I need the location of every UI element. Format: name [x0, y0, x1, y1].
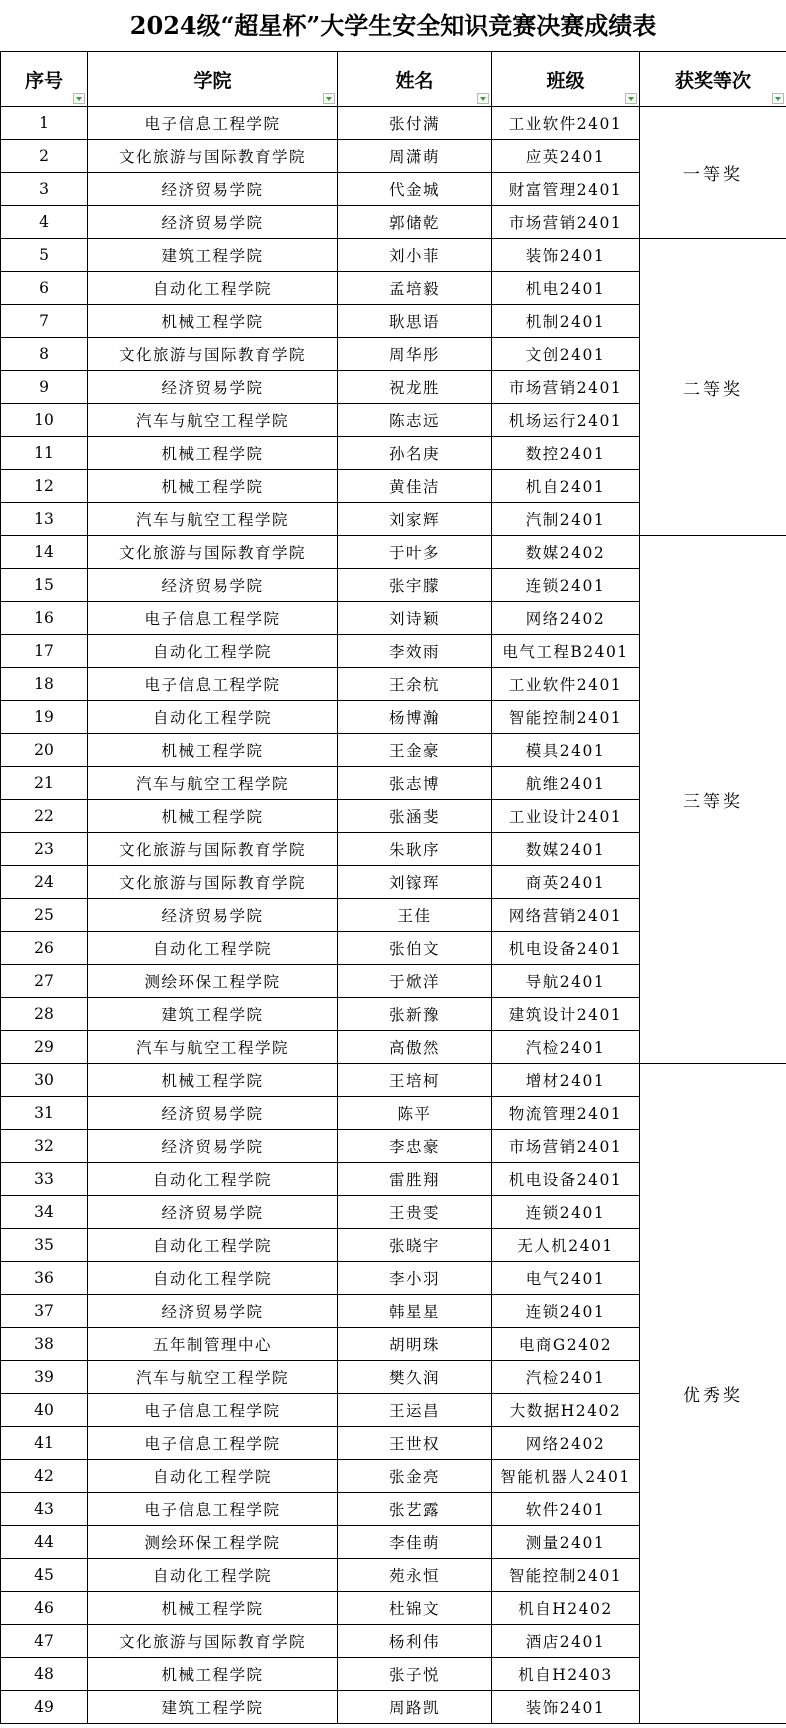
table-row — [1, 239, 786, 272]
cell-index: 40 — [1, 1394, 88, 1427]
cell-college: 文化旅游与国际教育学院 — [88, 536, 338, 569]
cell-index: 44 — [1, 1526, 88, 1559]
cell-index: 30 — [1, 1064, 88, 1097]
cell-name: 张新豫 — [338, 998, 492, 1031]
cell-class: 软件2401 — [492, 1493, 640, 1526]
cell-class: 智能控制2401 — [492, 1559, 640, 1592]
cell-index: 1 — [1, 107, 88, 140]
results-table — [0, 51, 786, 1724]
cell-index: 27 — [1, 965, 88, 998]
cell-class: 数控2401 — [492, 437, 640, 470]
cell-college: 经济贸易学院 — [88, 1295, 338, 1328]
cell-college: 测绘环保工程学院 — [88, 965, 338, 998]
cell-index: 24 — [1, 866, 88, 899]
cell-class: 机自H2403 — [492, 1658, 640, 1691]
cell-name: 孙名庚 — [338, 437, 492, 470]
cell-college: 电子信息工程学院 — [88, 668, 338, 701]
cell-name: 周潇萌 — [338, 140, 492, 173]
cell-index: 19 — [1, 701, 88, 734]
cell-class: 市场营销2401 — [492, 1130, 640, 1163]
col-header-label: 班级 — [546, 69, 585, 92]
cell-index: 26 — [1, 932, 88, 965]
cell-college: 自动化工程学院 — [88, 1262, 338, 1295]
cell-name: 刘镓珲 — [338, 866, 492, 899]
cell-class: 航维2401 — [492, 767, 640, 800]
cell-college: 经济贸易学院 — [88, 1196, 338, 1229]
cell-college: 文化旅游与国际教育学院 — [88, 833, 338, 866]
cell-index: 29 — [1, 1031, 88, 1064]
filter-dropdown-icon[interactable] — [477, 93, 489, 104]
cell-name: 杨博瀚 — [338, 701, 492, 734]
cell-class: 应英2401 — [492, 140, 640, 173]
cell-index: 3 — [1, 173, 88, 206]
cell-class: 网络2402 — [492, 602, 640, 635]
cell-index: 8 — [1, 338, 88, 371]
filter-dropdown-icon[interactable] — [625, 93, 637, 104]
cell-name: 张宇朦 — [338, 569, 492, 602]
cell-college: 电子信息工程学院 — [88, 1394, 338, 1427]
cell-index: 33 — [1, 1163, 88, 1196]
cell-award: 二等奖 — [640, 239, 786, 536]
cell-index: 10 — [1, 404, 88, 437]
cell-class: 工业软件2401 — [492, 668, 640, 701]
table-row — [1, 536, 786, 569]
cell-class: 电气2401 — [492, 1262, 640, 1295]
cell-name: 周路凯 — [338, 1691, 492, 1724]
cell-class: 电商G2402 — [492, 1328, 640, 1361]
cell-college: 经济贸易学院 — [88, 206, 338, 239]
cell-index: 21 — [1, 767, 88, 800]
cell-college: 经济贸易学院 — [88, 899, 338, 932]
cell-name: 陈志远 — [338, 404, 492, 437]
cell-name: 李忠豪 — [338, 1130, 492, 1163]
cell-college: 自动化工程学院 — [88, 272, 338, 305]
cell-class: 模具2401 — [492, 734, 640, 767]
cell-name: 王贵雯 — [338, 1196, 492, 1229]
cell-class: 装饰2401 — [492, 1691, 640, 1724]
col-header-award — [640, 52, 786, 107]
cell-name: 王金豪 — [338, 734, 492, 767]
col-header-class — [492, 52, 640, 107]
cell-college: 机械工程学院 — [88, 437, 338, 470]
cell-name: 黄佳洁 — [338, 470, 492, 503]
cell-class: 测量2401 — [492, 1526, 640, 1559]
cell-index: 25 — [1, 899, 88, 932]
cell-class: 机电设备2401 — [492, 932, 640, 965]
cell-name: 张涵斐 — [338, 800, 492, 833]
cell-class: 财富管理2401 — [492, 173, 640, 206]
cell-class: 机制2401 — [492, 305, 640, 338]
cell-name: 张志博 — [338, 767, 492, 800]
cell-class: 酒店2401 — [492, 1625, 640, 1658]
cell-class: 大数据H2402 — [492, 1394, 640, 1427]
table-row — [1, 1064, 786, 1097]
cell-index: 47 — [1, 1625, 88, 1658]
cell-index: 32 — [1, 1130, 88, 1163]
cell-index: 20 — [1, 734, 88, 767]
cell-college: 经济贸易学院 — [88, 569, 338, 602]
cell-index: 36 — [1, 1262, 88, 1295]
cell-college: 自动化工程学院 — [88, 1460, 338, 1493]
cell-award: 优秀奖 — [640, 1064, 786, 1724]
cell-name: 王佳 — [338, 899, 492, 932]
cell-name: 苑永恒 — [338, 1559, 492, 1592]
cell-college: 文化旅游与国际教育学院 — [88, 1625, 338, 1658]
cell-class: 物流管理2401 — [492, 1097, 640, 1130]
cell-college: 自动化工程学院 — [88, 1229, 338, 1262]
cell-name: 张子悦 — [338, 1658, 492, 1691]
cell-college: 电子信息工程学院 — [88, 1493, 338, 1526]
cell-name: 刘家辉 — [338, 503, 492, 536]
cell-class: 汽检2401 — [492, 1031, 640, 1064]
cell-college: 机械工程学院 — [88, 470, 338, 503]
cell-class: 商英2401 — [492, 866, 640, 899]
cell-name: 韩星星 — [338, 1295, 492, 1328]
cell-class: 机场运行2401 — [492, 404, 640, 437]
cell-college: 机械工程学院 — [88, 734, 338, 767]
cell-class: 网络营销2401 — [492, 899, 640, 932]
cell-college: 建筑工程学院 — [88, 239, 338, 272]
cell-class: 连锁2401 — [492, 1295, 640, 1328]
header-row — [1, 52, 786, 107]
cell-college: 机械工程学院 — [88, 1064, 338, 1097]
cell-index: 48 — [1, 1658, 88, 1691]
cell-class: 数媒2402 — [492, 536, 640, 569]
cell-award: 一等奖 — [640, 107, 786, 239]
cell-index: 4 — [1, 206, 88, 239]
cell-class: 机自2401 — [492, 470, 640, 503]
cell-college: 电子信息工程学院 — [88, 1427, 338, 1460]
cell-name: 孟培毅 — [338, 272, 492, 305]
cell-index: 15 — [1, 569, 88, 602]
cell-college: 建筑工程学院 — [88, 1691, 338, 1724]
page-title: 2024级“超星杯”大学生安全知识竞赛决赛成绩表 — [129, 11, 657, 40]
cell-name: 陈平 — [338, 1097, 492, 1130]
cell-class: 电气工程B2401 — [492, 635, 640, 668]
cell-class: 市场营销2401 — [492, 206, 640, 239]
cell-name: 王世权 — [338, 1427, 492, 1460]
cell-index: 42 — [1, 1460, 88, 1493]
cell-name: 杨利伟 — [338, 1625, 492, 1658]
cell-name: 樊久润 — [338, 1361, 492, 1394]
cell-class: 连锁2401 — [492, 1196, 640, 1229]
cell-college: 电子信息工程学院 — [88, 107, 338, 140]
cell-index: 38 — [1, 1328, 88, 1361]
cell-college: 经济贸易学院 — [88, 1097, 338, 1130]
cell-class: 智能机器人2401 — [492, 1460, 640, 1493]
cell-college: 经济贸易学院 — [88, 1130, 338, 1163]
cell-college: 机械工程学院 — [88, 800, 338, 833]
col-header-college — [88, 52, 338, 107]
cell-name: 朱耿序 — [338, 833, 492, 866]
filter-dropdown-icon[interactable] — [323, 93, 335, 104]
cell-index: 13 — [1, 503, 88, 536]
cell-index: 37 — [1, 1295, 88, 1328]
cell-college: 机械工程学院 — [88, 1592, 338, 1625]
cell-name: 李小羽 — [338, 1262, 492, 1295]
cell-college: 汽车与航空工程学院 — [88, 503, 338, 536]
cell-name: 郭储乾 — [338, 206, 492, 239]
cell-class: 机电设备2401 — [492, 1163, 640, 1196]
cell-index: 16 — [1, 602, 88, 635]
cell-name: 张艺露 — [338, 1493, 492, 1526]
cell-class: 导航2401 — [492, 965, 640, 998]
cell-index: 12 — [1, 470, 88, 503]
cell-name: 胡明珠 — [338, 1328, 492, 1361]
cell-college: 文化旅游与国际教育学院 — [88, 338, 338, 371]
cell-index: 22 — [1, 800, 88, 833]
cell-index: 28 — [1, 998, 88, 1031]
cell-index: 31 — [1, 1097, 88, 1130]
cell-name: 张付满 — [338, 107, 492, 140]
cell-college: 自动化工程学院 — [88, 701, 338, 734]
cell-class: 机电2401 — [492, 272, 640, 305]
cell-class: 市场营销2401 — [492, 371, 640, 404]
cell-college: 自动化工程学院 — [88, 635, 338, 668]
cell-index: 46 — [1, 1592, 88, 1625]
cell-name: 祝龙胜 — [338, 371, 492, 404]
cell-college: 汽车与航空工程学院 — [88, 1361, 338, 1394]
cell-name: 于焮洋 — [338, 965, 492, 998]
col-header-label: 姓名 — [395, 69, 434, 92]
cell-name: 雷胜翔 — [338, 1163, 492, 1196]
cell-index: 49 — [1, 1691, 88, 1724]
cell-college: 文化旅游与国际教育学院 — [88, 140, 338, 173]
cell-college: 五年制管理中心 — [88, 1328, 338, 1361]
cell-college: 测绘环保工程学院 — [88, 1526, 338, 1559]
cell-class: 汽制2401 — [492, 503, 640, 536]
cell-name: 李效雨 — [338, 635, 492, 668]
cell-index: 2 — [1, 140, 88, 173]
cell-college: 建筑工程学院 — [88, 998, 338, 1031]
cell-college: 汽车与航空工程学院 — [88, 1031, 338, 1064]
cell-name: 于叶多 — [338, 536, 492, 569]
cell-name: 周华彤 — [338, 338, 492, 371]
cell-college: 汽车与航空工程学院 — [88, 767, 338, 800]
col-header-label: 序号 — [24, 69, 63, 92]
filter-dropdown-icon[interactable] — [772, 93, 784, 104]
cell-college: 自动化工程学院 — [88, 932, 338, 965]
cell-index: 6 — [1, 272, 88, 305]
cell-college: 经济贸易学院 — [88, 371, 338, 404]
cell-name: 张金亮 — [338, 1460, 492, 1493]
cell-index: 9 — [1, 371, 88, 404]
cell-index: 5 — [1, 239, 88, 272]
cell-class: 网络2402 — [492, 1427, 640, 1460]
cell-college: 自动化工程学院 — [88, 1163, 338, 1196]
cell-index: 18 — [1, 668, 88, 701]
cell-name: 杜锦文 — [338, 1592, 492, 1625]
cell-class: 工业软件2401 — [492, 107, 640, 140]
cell-name: 张伯文 — [338, 932, 492, 965]
cell-name: 刘小菲 — [338, 239, 492, 272]
cell-class: 连锁2401 — [492, 569, 640, 602]
cell-award: 三等奖 — [640, 536, 786, 1064]
col-header-label: 学院 — [193, 69, 232, 92]
cell-name: 王培柯 — [338, 1064, 492, 1097]
cell-college: 电子信息工程学院 — [88, 602, 338, 635]
cell-class: 增材2401 — [492, 1064, 640, 1097]
cell-index: 43 — [1, 1493, 88, 1526]
cell-college: 汽车与航空工程学院 — [88, 404, 338, 437]
cell-college: 机械工程学院 — [88, 305, 338, 338]
cell-name: 高傲然 — [338, 1031, 492, 1064]
cell-class: 汽检2401 — [492, 1361, 640, 1394]
table-row — [1, 107, 786, 140]
cell-name: 王余杭 — [338, 668, 492, 701]
cell-class: 智能控制2401 — [492, 701, 640, 734]
cell-college: 文化旅游与国际教育学院 — [88, 866, 338, 899]
filter-dropdown-icon[interactable] — [73, 93, 85, 104]
cell-class: 文创2401 — [492, 338, 640, 371]
cell-name: 张晓宇 — [338, 1229, 492, 1262]
cell-name: 耿思语 — [338, 305, 492, 338]
cell-college: 经济贸易学院 — [88, 173, 338, 206]
cell-index: 17 — [1, 635, 88, 668]
cell-college: 自动化工程学院 — [88, 1559, 338, 1592]
cell-index: 45 — [1, 1559, 88, 1592]
cell-name: 王运昌 — [338, 1394, 492, 1427]
cell-name: 李佳萌 — [338, 1526, 492, 1559]
cell-index: 41 — [1, 1427, 88, 1460]
cell-index: 35 — [1, 1229, 88, 1262]
cell-name: 刘诗颖 — [338, 602, 492, 635]
cell-index: 39 — [1, 1361, 88, 1394]
cell-class: 无人机2401 — [492, 1229, 640, 1262]
cell-name: 代金城 — [338, 173, 492, 206]
cell-class: 机自H2402 — [492, 1592, 640, 1625]
cell-class: 装饰2401 — [492, 239, 640, 272]
col-header-label: 获奖等次 — [674, 69, 751, 92]
cell-college: 机械工程学院 — [88, 1658, 338, 1691]
cell-index: 34 — [1, 1196, 88, 1229]
cell-index: 11 — [1, 437, 88, 470]
cell-class: 建筑设计2401 — [492, 998, 640, 1031]
cell-index: 14 — [1, 536, 88, 569]
cell-index: 7 — [1, 305, 88, 338]
cell-index: 23 — [1, 833, 88, 866]
cell-class: 数媒2401 — [492, 833, 640, 866]
col-header-index — [1, 52, 88, 107]
cell-class: 工业设计2401 — [492, 800, 640, 833]
col-header-name — [338, 52, 492, 107]
